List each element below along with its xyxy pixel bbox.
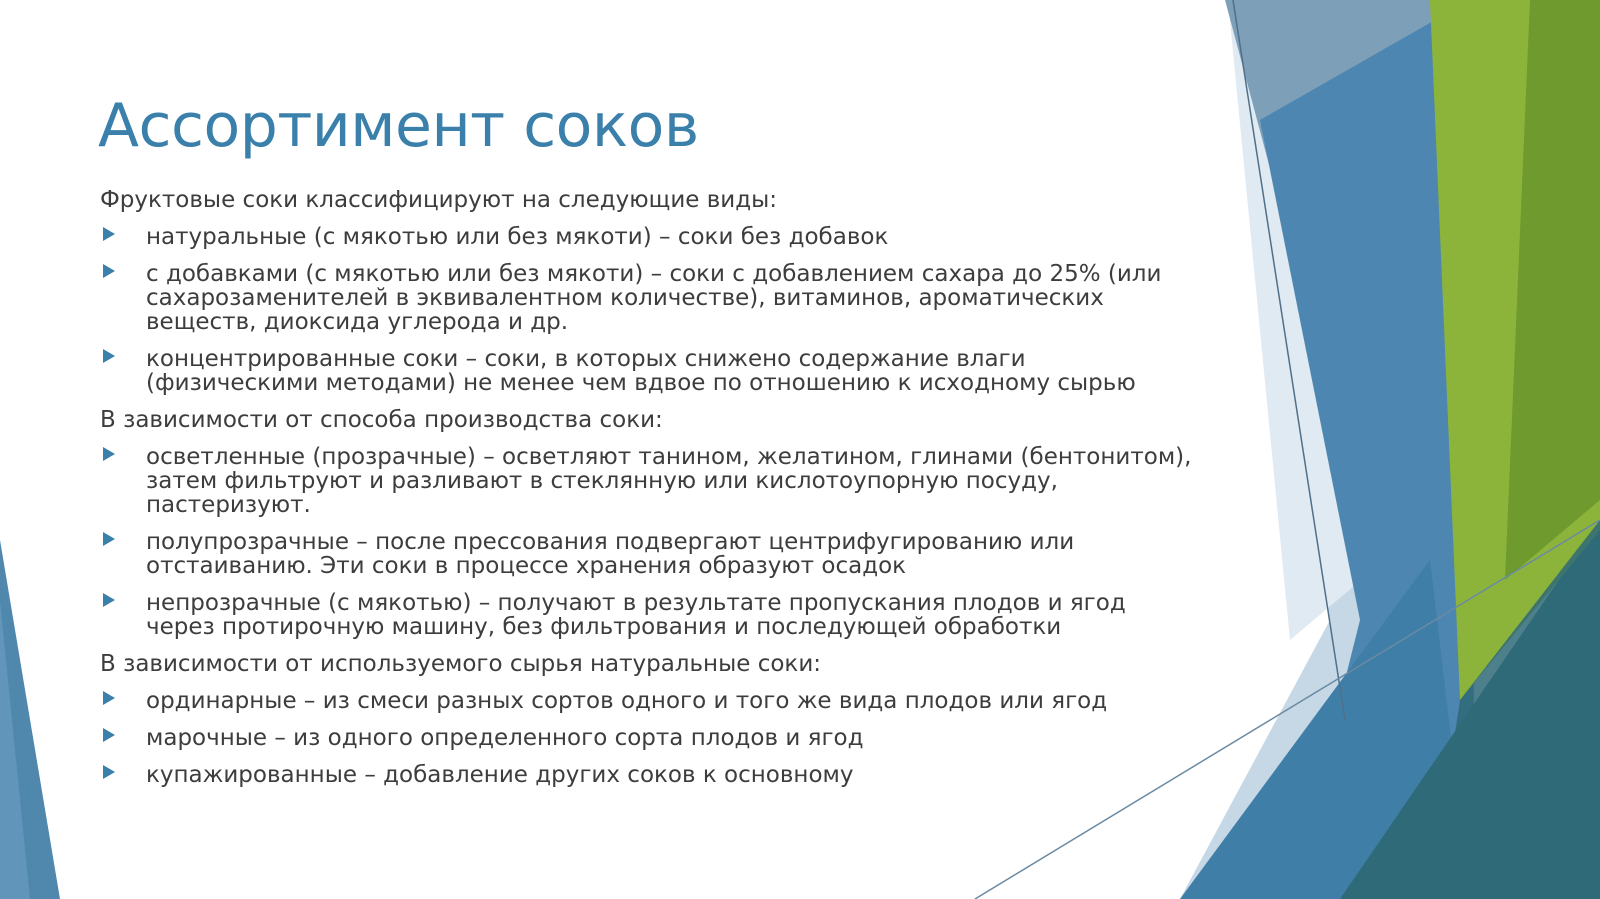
slide-content [100,188,1200,800]
list-item-text: полупрозрачные – после прессования подвергают центрифугированию или отстаиванию. Эти соки в процессе хранения образуют осадок [146,529,1075,579]
list-item-text: марочные – из одного определенного сорта плодов и ягод [146,725,864,751]
triangle-right-icon [103,532,115,546]
slide-title: Ассортимент соков [98,91,699,161]
triangle-right-icon [103,691,115,705]
list-item [100,726,1200,750]
list-item-text: осветленные (прозрачные) – осветляют танином, желатином, глинами (бентонитом), затем фильтруют и разливают в стеклянную или кислотоупорную посуду, пастеризуют. [146,444,1192,518]
list-item-text: с добавками (с мякотью или без мякоти) – соки с добавлением сахара до 25% (или сахарозаменителей в эквивалентном количестве), витаминов, ароматических веществ, диоксида углерода и др. [146,261,1162,335]
triangle-right-icon [103,447,115,461]
triangle-right-icon [103,593,115,607]
triangle-right-icon [103,349,115,363]
triangle-right-icon [103,227,115,241]
list-item-text: непрозрачные (с мякотью) – получают в результате пропускания плодов и ягод через протирочную машину, без фильтрования и последующей обработки [146,590,1126,640]
list-item [100,262,1200,334]
triangle-right-icon [103,264,115,278]
list-item-text: ординарные – из смеси разных сортов одного и того же вида плодов или ягод [146,688,1108,714]
list-item-text: натуральные (с мякотью или без мякоти) – соки без добавок [146,224,889,250]
section-heading: В зависимости от используемого сырья натуральные соки: [100,651,822,677]
list-item [100,445,1200,517]
list-item [100,530,1200,578]
list-item-text: купажированные – добавление других соков к основному [146,762,854,788]
list-item-text: концентрированные соки – соки, в которых снижено содержание влаги (физическими методами) не менее чем вдвое по отношению к исходному сырью [146,346,1136,396]
triangle-right-icon [103,728,115,742]
section-heading: В зависимости от способа производства соки: [100,407,663,433]
section-heading: Фруктовые соки классифицируют на следующие виды: [100,187,778,213]
triangle-right-icon [103,765,115,779]
list-item [100,225,1200,249]
list-item [100,347,1200,395]
list-item [100,763,1200,787]
list-item [100,689,1200,713]
list-item [100,591,1200,639]
